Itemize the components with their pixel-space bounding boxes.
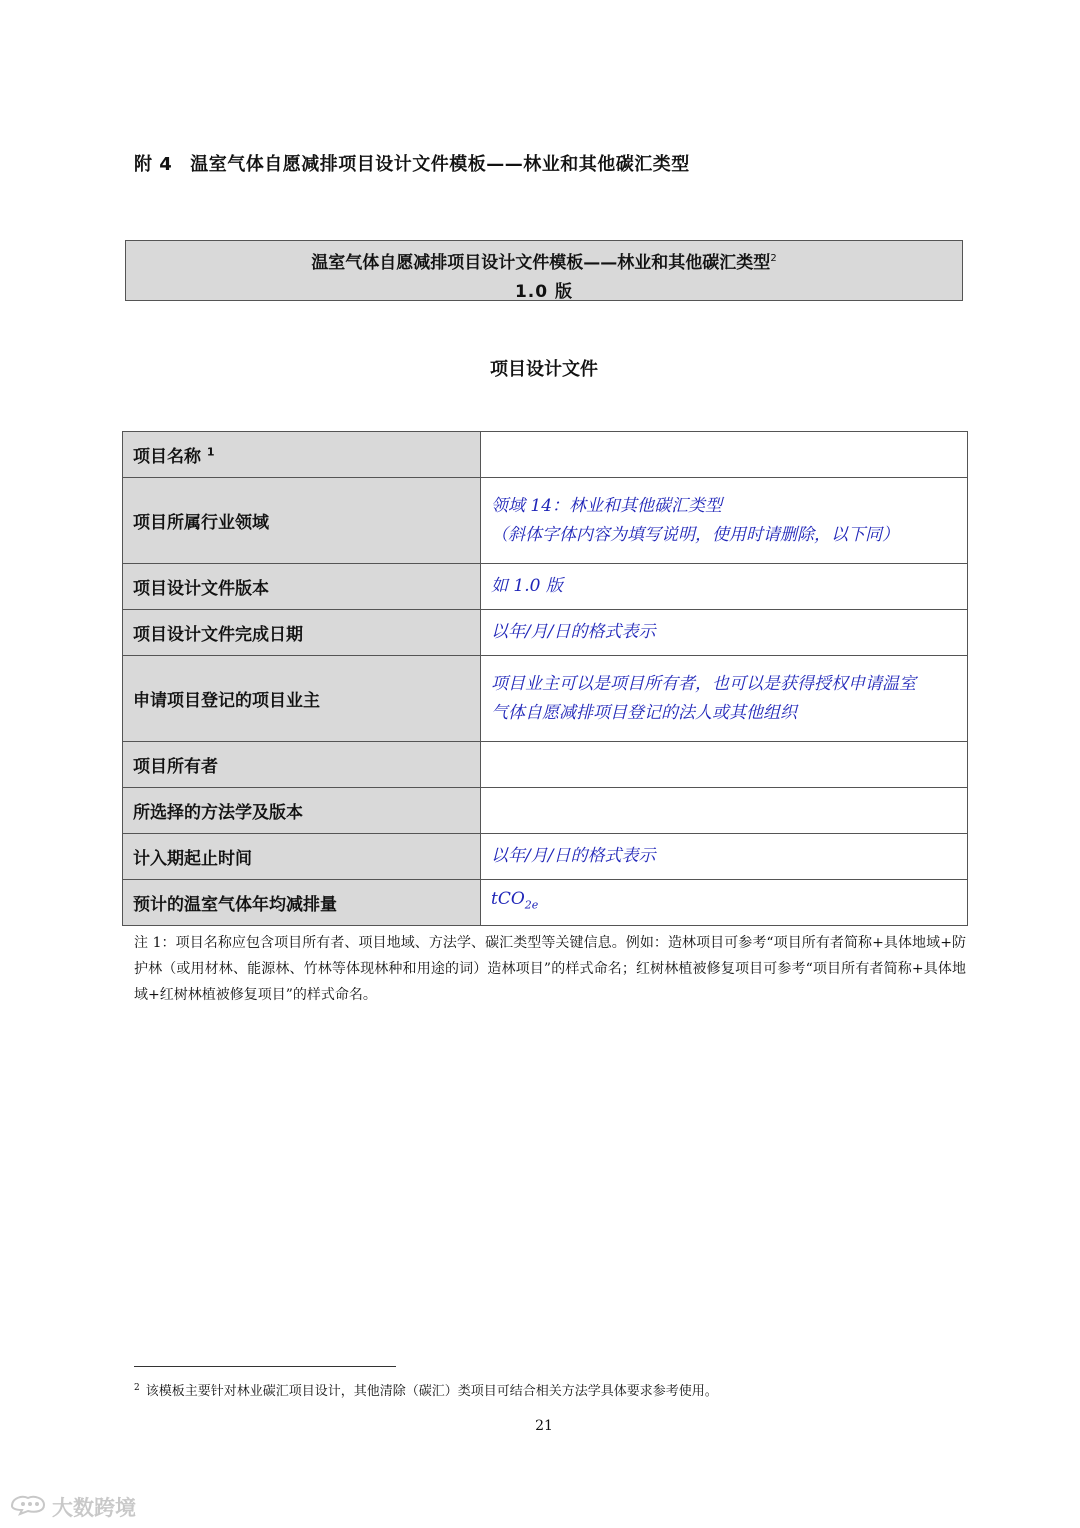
template-title-box [125, 240, 963, 301]
table-row [123, 478, 968, 564]
row-label: 项目所有者 [123, 742, 481, 788]
table-row [123, 432, 968, 478]
project-info-table [122, 431, 968, 926]
footnote-divider [134, 1366, 396, 1367]
page-number: 21 [535, 1418, 553, 1434]
row-value [481, 880, 968, 926]
row-label: 项目设计文件版本 [123, 564, 481, 610]
template-title: 温室气体自愿减排项目设计文件模板——林业和其他碳汇类型 [311, 253, 771, 273]
table-row [123, 564, 968, 610]
row-value-line: 领域 14：林业和其他碳汇类型 [491, 495, 723, 516]
table-row [123, 834, 968, 880]
row-value [481, 432, 968, 478]
row-value-line: 项目业主可以是项目所有者，也可以是获得授权申请温室 [491, 673, 916, 694]
watermark [8, 1492, 136, 1522]
speech-bubble-logo-icon [8, 1492, 48, 1522]
row-value-line: 气体自愿减排项目登记的法人或其他组织 [491, 702, 797, 723]
row-value [481, 742, 968, 788]
row-label: 所选择的方法学及版本 [123, 788, 481, 834]
unit-subscript: 2e [524, 898, 539, 912]
document-title: 项目设计文件 [490, 359, 598, 380]
template-version: 1.0 版 [514, 282, 574, 302]
row-label-text: 项目名称 [133, 447, 201, 467]
annex-heading [134, 150, 690, 176]
template-title-line [126, 248, 962, 273]
row-value [481, 478, 968, 564]
table-row [123, 880, 968, 926]
row-value-line: （斜体字体内容为填写说明，使用时请删除，以下同） [491, 524, 899, 545]
table-row [123, 788, 968, 834]
table-row [123, 742, 968, 788]
footnote [134, 1380, 718, 1399]
row-label: 预计的温室气体年均减排量 [123, 880, 481, 926]
row-value: 以年/月/日的格式表示 [481, 610, 968, 656]
annex-title: 温室气体自愿减排项目设计文件模板——林业和其他碳汇类型 [190, 154, 690, 175]
watermark-text: 大数跨境 [52, 1496, 136, 1520]
row-value [481, 788, 968, 834]
row-label: 计入期起止时间 [123, 834, 481, 880]
table-row [123, 610, 968, 656]
unit-text: tCO [491, 889, 525, 910]
footnote-text: 该模板主要针对林业碳汇项目设计，其他清除（碳汇）类项目可结合相关方法学具体要求参考使用。 [145, 1384, 718, 1399]
annex-number: 附 4 [134, 154, 173, 175]
label-footnote-ref: 1 [206, 445, 215, 459]
row-label [123, 432, 481, 478]
row-value [481, 656, 968, 742]
row-label: 项目所属行业领域 [123, 478, 481, 564]
footnote-marker: 2 [134, 1382, 140, 1393]
table-row [123, 656, 968, 742]
row-value: 如 1.0 版 [481, 564, 968, 610]
row-label: 项目设计文件完成日期 [123, 610, 481, 656]
row-label: 申请项目登记的项目业主 [123, 656, 481, 742]
table-note: 注 1：项目名称应包含项目所有者、项目地域、方法学、碳汇类型等关键信息。例如：造林项目可参考“项目所有者简称+具体地域+防护林（或用材林、能源林、竹林等体现林种和用途的词）造林项目”的样式命名；红树林植被修复项目可参考“项目所有者简称+具体地域+红树林植被修复项目”的样式命名。 [134, 935, 966, 1003]
footnote-ref: 2 [770, 253, 777, 264]
row-value: 以年/月/日的格式表示 [481, 834, 968, 880]
